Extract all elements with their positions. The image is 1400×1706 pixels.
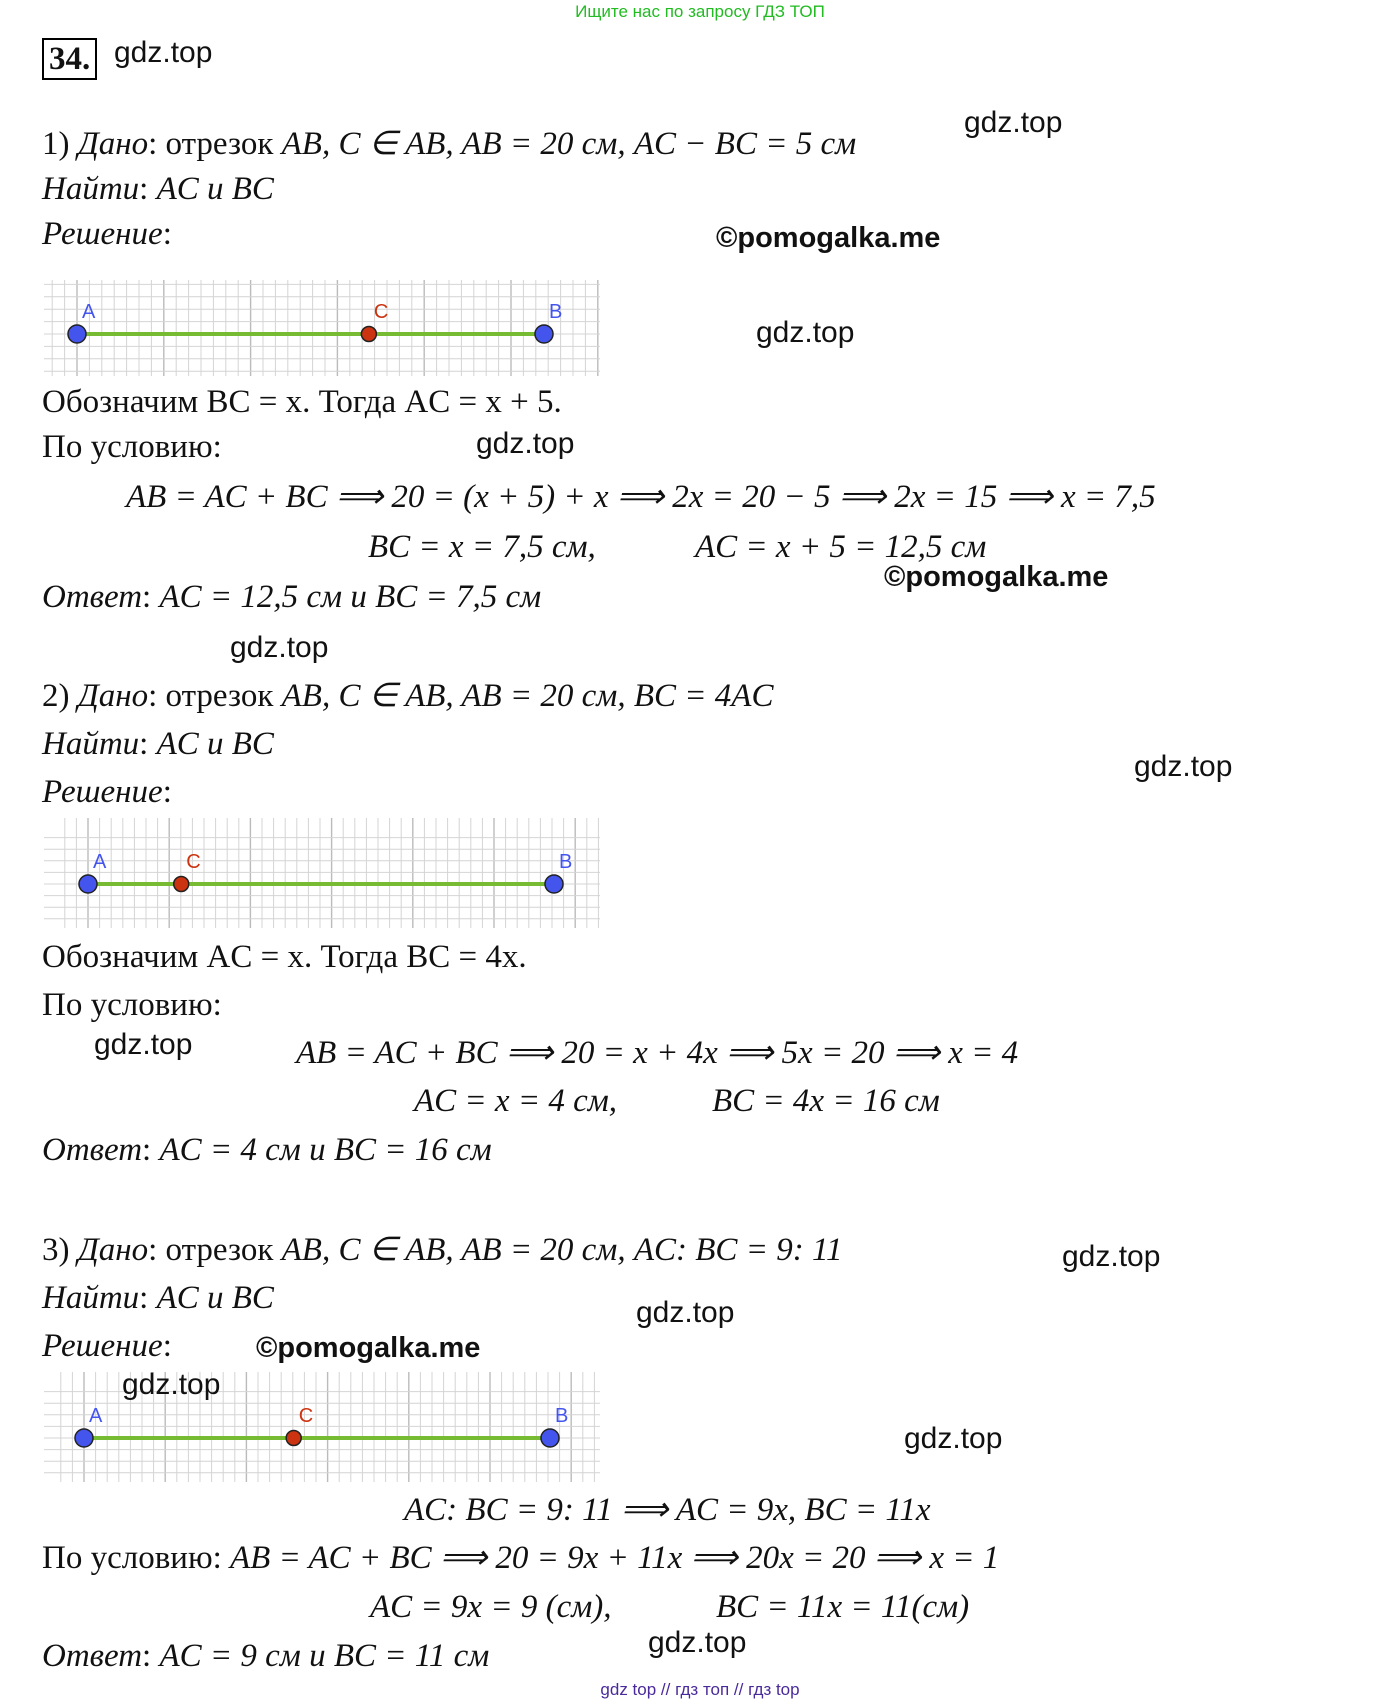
watermark-pomogalka: ©pomogalka.me — [884, 561, 1109, 593]
watermark-gdz: gdz.top — [230, 631, 329, 664]
p2-equation-2b: BC = 4x = 16 см — [712, 1083, 940, 1119]
point-a — [68, 325, 86, 343]
watermark-gdz: gdz.top — [964, 106, 1063, 139]
p2-equation-2a: AC = x = 4 см, — [414, 1083, 618, 1119]
p3-condition-line: По условию: AB = AC + BC ⟹ 20 = 9x + 11x ⟹ 20x = 20 ⟹ x = 1 — [42, 1540, 1000, 1576]
p1-equation-2b: AC = x + 5 = 12,5 см — [695, 529, 987, 565]
watermark-gdz: gdz.top — [904, 1422, 1003, 1455]
p1-equation-1: AB = AC + BC ⟹ 20 = (x + 5) + x ⟹ 2x = 20 − 5 ⟹ 2x = 15 ⟹ x = 7,5 — [126, 479, 1156, 515]
point-label-b: B — [559, 851, 573, 873]
point-c — [286, 1431, 301, 1446]
point-a — [79, 875, 97, 893]
watermark-gdz: gdz.top — [476, 427, 575, 460]
p3-ratio-line: AC: BC = 9: 11 ⟹ AC = 9x, BC = 11x — [404, 1492, 931, 1528]
point-b — [541, 1429, 559, 1447]
p2-segment-svg — [44, 818, 600, 928]
p1-designation: Обозначим BC = x. Тогда AC = x + 5. — [42, 384, 562, 420]
p3-equation-2a: AC = 9x = 9 (см), — [370, 1589, 612, 1625]
p3-solution-heading: Решение: — [42, 1328, 172, 1364]
p1-segment-figure — [44, 280, 600, 376]
p2-designation: Обозначим AC = x. Тогда BC = 4x. — [42, 939, 527, 975]
p2-find: Найти: AC и BC — [42, 726, 274, 762]
search-hint-banner: Ищите нас по запросу ГДЗ ТОП — [575, 2, 825, 21]
p1-segment-svg — [44, 280, 600, 376]
p2-by-condition: По условию: — [42, 987, 222, 1023]
watermark-gdz: gdz.top — [648, 1626, 747, 1659]
point-label-a: A — [93, 851, 107, 873]
p1-answer: Ответ: AC = 12,5 см и BC = 7,5 см — [42, 579, 542, 615]
point-c — [361, 327, 376, 342]
point-b — [535, 325, 553, 343]
point-label-c: C — [298, 1405, 314, 1427]
p3-answer: Ответ: AC = 9 см и BC = 11 см — [42, 1638, 490, 1674]
watermark-gdz: gdz.top — [122, 1368, 221, 1401]
point-a — [75, 1429, 93, 1447]
grid — [44, 280, 600, 376]
p2-given: 2) Дано: отрезок AB, C ∈ AB, AB = 20 см, BC = 4AC — [42, 678, 774, 714]
task-number: 34. — [42, 38, 97, 80]
watermark-pomogalka: ©pomogalka.me — [256, 1332, 481, 1364]
point-c — [174, 877, 189, 892]
watermark-gdz: gdz.top — [1134, 750, 1233, 783]
point-b — [545, 875, 563, 893]
p1-find: Найти: AC и BC — [42, 171, 274, 207]
point-label-c: C — [373, 301, 389, 323]
point-label-b: B — [549, 301, 563, 323]
watermark-gdz: gdz.top — [756, 316, 855, 349]
footer-links: gdz top // гдз топ // гдз top — [600, 1680, 800, 1699]
watermark-gdz: gdz.top — [636, 1296, 735, 1329]
p1-given: 1) Дано: отрезок AB, C ∈ AB, AB = 20 см, AC − BC = 5 см — [42, 126, 857, 162]
point-label-b: B — [555, 1405, 569, 1427]
p1-by-condition: По условию: — [42, 429, 222, 465]
p2-answer: Ответ: AC = 4 см и BC = 16 см — [42, 1132, 492, 1168]
point-label-a: A — [89, 1405, 103, 1427]
watermark-pomogalka: ©pomogalka.me — [716, 222, 941, 254]
grid — [44, 818, 600, 928]
watermark-gdz: gdz.top — [114, 36, 213, 69]
p3-find: Найти: AC и BC — [42, 1280, 274, 1316]
watermark-gdz: gdz.top — [94, 1028, 193, 1061]
p2-segment-figure — [44, 818, 600, 928]
p2-equation-1: AB = AC + BC ⟹ 20 = x + 4x ⟹ 5x = 20 ⟹ x = 4 — [296, 1035, 1019, 1071]
p3-equation-2b: BC = 11x = 11(см) — [716, 1589, 970, 1625]
watermark-gdz: gdz.top — [1062, 1240, 1161, 1273]
p3-given: 3) Дано: отрезок AB, C ∈ AB, AB = 20 см, AC: BC = 9: 11 — [42, 1232, 843, 1268]
p1-equation-2a: BC = x = 7,5 см, — [368, 529, 596, 565]
point-label-c: C — [186, 851, 201, 873]
p2-solution-heading: Решение: — [42, 774, 172, 810]
p1-solution-heading: Решение: — [42, 216, 172, 252]
point-label-a: A — [82, 301, 96, 323]
